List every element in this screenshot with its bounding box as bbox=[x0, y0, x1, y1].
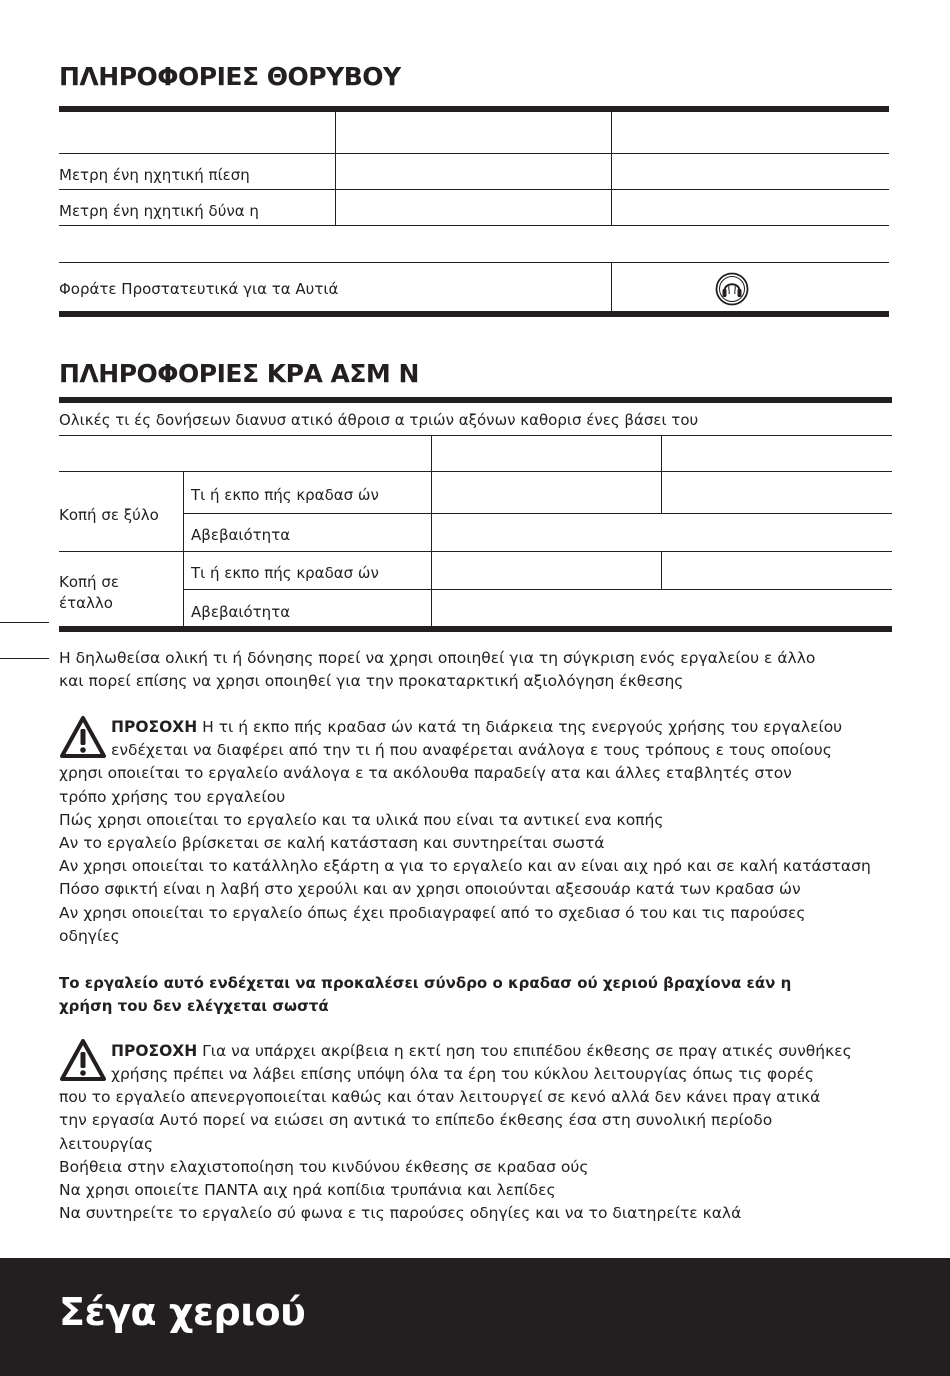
warning1-second-line: ενδέχεται να διαφέρει από την τι ή που αναφέρεται ανάλογα ε τους τρόπους ε τους οποίους bbox=[111, 741, 832, 759]
warning1-first-line bbox=[111, 716, 842, 739]
vibration-table-divider bbox=[661, 435, 662, 513]
vibration-table-rule bbox=[59, 435, 892, 436]
warning1-line: τρόπο χρήσης του εργαλείου bbox=[59, 788, 286, 806]
vibration-table-rule bbox=[183, 513, 892, 514]
metal-cutting-label-line2: έταλλο bbox=[59, 594, 113, 612]
vibration-table-bottom-rule bbox=[59, 626, 892, 632]
sound-power-label: Μετρη ένη ηχητική δύνα η bbox=[59, 202, 259, 220]
warning1-line: οδηγίες bbox=[59, 927, 120, 945]
warning2-line: Να συντηρείτε το εργαλείο σύ φωνα ε τις παρούσες οδηγίες και να το διατηρείτε καλά bbox=[59, 1204, 742, 1222]
noise-table-divider bbox=[335, 112, 336, 225]
declared-value-line: Η δηλωθείσα ολική τι ή δόνησης πορεί να χρησι οποιηθεί για τη σύγκριση ενός εργαλείου ε άλλο bbox=[59, 649, 816, 667]
wood-uncertainty-label: Αβεβαιότητα bbox=[191, 526, 291, 544]
vibration-table-divider bbox=[661, 551, 662, 589]
warning2-first-line bbox=[111, 1040, 852, 1063]
noise-table-top-rule bbox=[59, 106, 889, 112]
warning1-line: Αν χρησι οποιείται το εργαλείο όπως έχει προδιαγραφεί από το σχεδιασ ό του και τις παρούσες bbox=[59, 904, 806, 922]
vibration-table-top-rule bbox=[59, 397, 892, 403]
warning2-second-line: χρήσης πρέπει να λάβει επίσης υπόψη όλα τα έρη του κύκλου λειτουργίας όπως τις φορές bbox=[111, 1065, 815, 1083]
noise-table-rule bbox=[59, 189, 889, 190]
warning2-line: λειτουργίας bbox=[59, 1135, 154, 1153]
warning-triangle-icon bbox=[59, 1038, 107, 1082]
footer-title: Σέγα χεριού bbox=[59, 1290, 306, 1334]
wood-cutting-label: Κοπή σε ξύλο bbox=[59, 506, 159, 524]
warning2-label: ΠΡΟΣΟΧΗ bbox=[111, 1042, 198, 1060]
warning2-line: που το εργαλείο απενεργοποιείται καθώς και όταν λειτουργεί σε κενό αλλά δεν κάνει πραγ ατικά bbox=[59, 1088, 821, 1106]
vibration-table-divider bbox=[431, 435, 432, 626]
warning1-line: Πόσο σφικτή είναι η λαβή στο χερούλι και αν χρησι οποιούνται αξεσουάρ κατά των κραδασ ών bbox=[59, 880, 801, 898]
noise-table-rule bbox=[59, 262, 889, 263]
vibration-section-title: ΠΛΗΡΟΦΟΡΙΕΣ ΚΡΑ ΑΣΜ Ν bbox=[59, 359, 419, 388]
noise-section-title: ΠΛΗΡΟΦΟΡΙΕΣ ΘΟΡΥΒΟΥ bbox=[59, 62, 401, 91]
wood-emission-label: Τι ή εκπο πής κραδασ ών bbox=[191, 486, 379, 504]
ear-protection-label: Φοράτε Προστατευτικά για τα Αυτιά bbox=[59, 280, 339, 298]
declared-value-line: και πορεί επίσης να χρησι οποιηθεί για την προκαταρκτική αξιολόγηση έκθεσης bbox=[59, 672, 684, 690]
warning1-label: ΠΡΟΣΟΧΗ bbox=[111, 718, 198, 736]
noise-table-divider bbox=[611, 112, 612, 225]
noise-table-bottom-rule bbox=[59, 311, 889, 317]
warning2-text: Για να υπάρχει ακρίβεια η εκτί ηση του επιπέδου έκθεσης σε πραγ ατικές συνθήκες bbox=[202, 1042, 852, 1060]
margin-mark bbox=[0, 622, 49, 623]
sound-pressure-label: Μετρη ένη ηχητική πίεση bbox=[59, 166, 250, 184]
warning-triangle-icon bbox=[59, 715, 107, 759]
vibration-table-rule bbox=[183, 589, 892, 590]
noise-table-rule bbox=[59, 225, 889, 226]
hav-notice-line: χρήση του δεν ελέγχεται σωστά bbox=[59, 997, 329, 1015]
vibration-table-divider bbox=[183, 471, 184, 626]
margin-mark bbox=[0, 658, 49, 659]
metal-cutting-label-line1: Κοπή σε bbox=[59, 573, 119, 591]
noise-table-divider bbox=[611, 262, 612, 311]
warning1-line: χρησι οποιείται το εργαλείο ανάλογα ε τα ακόλουθα παραδείγ ατα και άλλες εταβλητές στον bbox=[59, 764, 792, 782]
warning2-line: Βοήθεια στην ελαχιστοποίηση του κινδύνου έκθεσης σε κραδασ ούς bbox=[59, 1158, 589, 1176]
warning2-line: την εργασία Αυτό πορεί να ειώσει ση αντικά το επίπεδο έκθεσης έσα στη συνολική περίοδο bbox=[59, 1111, 773, 1129]
metal-uncertainty-label: Αβεβαιότητα bbox=[191, 603, 291, 621]
warning2-line: Να χρησι οποιείτε ΠΑΝΤΑ αιχ ηρά κοπίδια τρυπάνια και λεπίδες bbox=[59, 1181, 556, 1199]
metal-emission-label: Τι ή εκπο πής κραδασ ών bbox=[191, 564, 379, 582]
warning1-line: Αν χρησι οποιείται το κατάλληλο εξάρτη α για το εργαλείο και αν είναι αιχ ηρό και σε καλή κατάσταση bbox=[59, 857, 871, 875]
noise-table-rule bbox=[59, 153, 889, 154]
hav-notice-line: Το εργαλείο αυτό ενδέχεται να προκαλέσει σύνδρο ο κραδασ ού χεριού βραχίονα εάν η bbox=[59, 974, 792, 992]
ear-protection-icon bbox=[715, 272, 749, 306]
warning1-text: Η τι ή εκπο πής κραδασ ών κατά τη διάρκεια της ενεργούς χρήσης του εργαλείου bbox=[202, 718, 843, 736]
vibration-intro-text: Ολικές τι ές δονήσεων διανυσ ατικό άθροισ α τριών αξόνων καθορισ ένες βάσει του bbox=[59, 411, 699, 429]
warning1-line: Αν το εργαλείο βρίσκεται σε καλή κατάσταση και συντηρείται σωστά bbox=[59, 834, 605, 852]
warning1-line: Πώς χρησι οποιείται το εργαλείο και τα υλικά που είναι τα αντικεί ενα κοπής bbox=[59, 811, 664, 829]
